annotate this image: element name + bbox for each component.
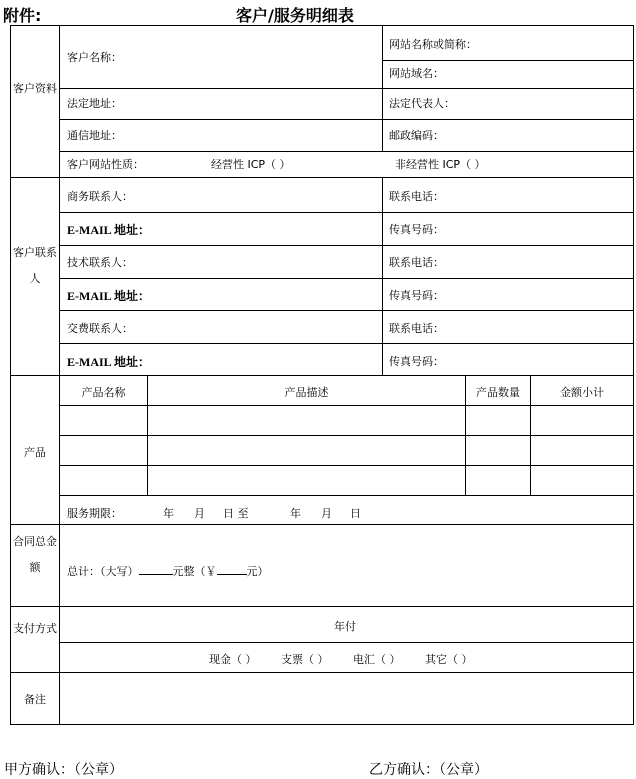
business-fax-label: 传真号码：	[389, 223, 444, 236]
attachment-label: 附件:	[3, 6, 42, 25]
col-product-name: 产品名称	[81, 386, 126, 399]
yuan-end-label: 元）	[246, 565, 269, 578]
payment-cash-option: 现金（ ）	[209, 653, 257, 666]
postcode-label: 邮政编码：	[389, 129, 444, 142]
tech-contact-label: 技术联系人：	[67, 256, 133, 269]
business-phone-label: 联系电话：	[389, 190, 444, 203]
business-email-label: E-MAIL 地址：	[67, 223, 151, 237]
tech-fax-label: 传真号码：	[389, 289, 444, 302]
site-name-label: 网站名称或简称：	[389, 38, 477, 51]
site-nature-label: 客户网站性质：	[67, 158, 144, 171]
total-uppercase-blank	[139, 563, 173, 575]
billing-email-label: E-MAIL 地址：	[67, 355, 151, 369]
col-amount-subtotal: 金额小计	[560, 386, 604, 399]
section-customer-contacts: 客户联系人	[13, 246, 57, 285]
section-payment: 支付方式	[13, 622, 57, 635]
tech-phone-label: 联系电话：	[389, 256, 444, 269]
period-start-month: 月	[194, 507, 205, 520]
period-start-day: 日 至	[223, 507, 249, 520]
period-start-year: 年	[163, 507, 174, 520]
total-prefix: 总计：（大写）	[67, 565, 139, 578]
legal-representative-label: 法定代表人：	[389, 97, 455, 110]
payment-wire-option: 电汇（ ）	[353, 653, 401, 666]
contract-total-line	[67, 563, 269, 579]
commercial-icp-option: 经营性 ICP（ ）	[211, 158, 291, 171]
yearly-payment-label: 年付	[334, 620, 356, 633]
customer-name-label: 客户名称：	[67, 51, 122, 64]
billing-fax-label: 传真号码：	[389, 355, 444, 368]
noncommercial-icp-option: 非经营性 ICP（ ）	[395, 158, 486, 171]
period-end-day: 日	[350, 507, 361, 520]
party-b-confirmation: 乙方确认：（公章）	[369, 762, 488, 778]
page-title: 客户/服务明细表	[236, 6, 354, 25]
tech-email-label: E-MAIL 地址：	[67, 289, 151, 303]
section-customer-info: 客户资料	[13, 82, 57, 95]
payment-check-option: 支票（ ）	[281, 653, 329, 666]
section-contract-total: 合同总金额	[13, 535, 57, 574]
billing-contact-label: 交费联系人：	[67, 322, 133, 335]
business-contact-label: 商务联系人：	[67, 190, 133, 203]
legal-address-label: 法定地址：	[67, 97, 122, 110]
period-end-year: 年	[290, 507, 301, 520]
col-product-description: 产品描述	[284, 386, 329, 399]
site-domain-label: 网站域名：	[389, 67, 444, 80]
total-numeric-blank	[217, 563, 247, 575]
party-a-confirmation: 甲方确认：（公章）	[4, 762, 123, 778]
service-period-label: 服务期限：	[67, 507, 122, 520]
col-product-quantity: 产品数量	[476, 386, 520, 399]
section-remarks: 备注	[24, 693, 46, 706]
section-products: 产品	[24, 446, 46, 459]
payment-other-option: 其它（ ）	[425, 653, 473, 666]
yuan-zheng-label: 元整（￥	[172, 565, 217, 578]
mailing-address-label: 通信地址：	[67, 129, 122, 142]
billing-phone-label: 联系电话：	[389, 322, 444, 335]
period-end-month: 月	[321, 507, 332, 520]
